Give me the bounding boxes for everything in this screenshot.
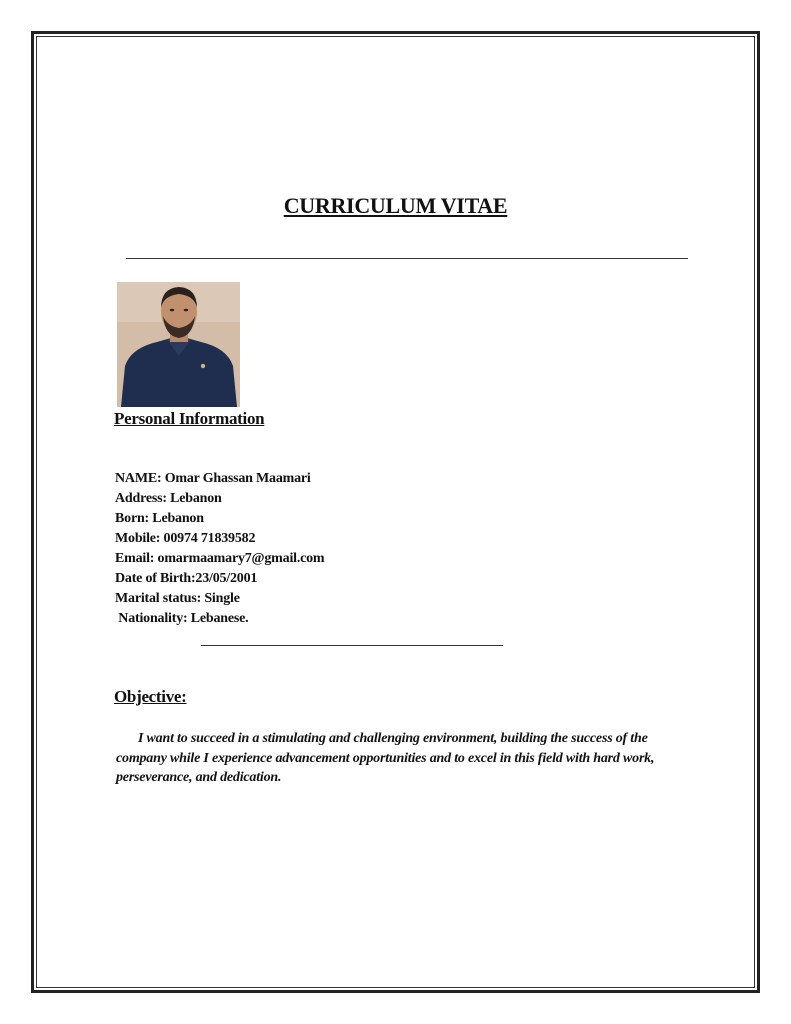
objective-heading: Objective:	[114, 687, 187, 706]
info-mobile: Mobile: 00974 71839582	[115, 531, 256, 546]
info-email: Email: omarmaamary7@gmail.com	[115, 551, 325, 566]
info-nationality: Nationality: Lebanese.	[115, 611, 249, 626]
objective-paragraph: I want to succeed in a stimulating and challenging environment, building the success of the company while I experience advancement opportunities and to excel in this field with hard work, perseverance, and dedication.	[116, 731, 655, 785]
info-address: Address: Lebanon	[115, 491, 222, 506]
info-born: Born: Lebanon	[115, 511, 204, 526]
section-divider	[201, 645, 503, 646]
personal-information-heading: Personal Information	[114, 409, 265, 428]
profile-photo	[117, 282, 240, 407]
info-marital-status: Marital status: Single	[115, 591, 240, 606]
document-title: CURRICULUM VITAE	[283, 193, 508, 218]
info-date-of-birth: Date of Birth:23/05/2001	[115, 571, 258, 586]
info-name: NAME: Omar Ghassan Maamari	[115, 471, 311, 486]
personal-info-list	[115, 469, 535, 629]
title-divider	[126, 258, 688, 259]
